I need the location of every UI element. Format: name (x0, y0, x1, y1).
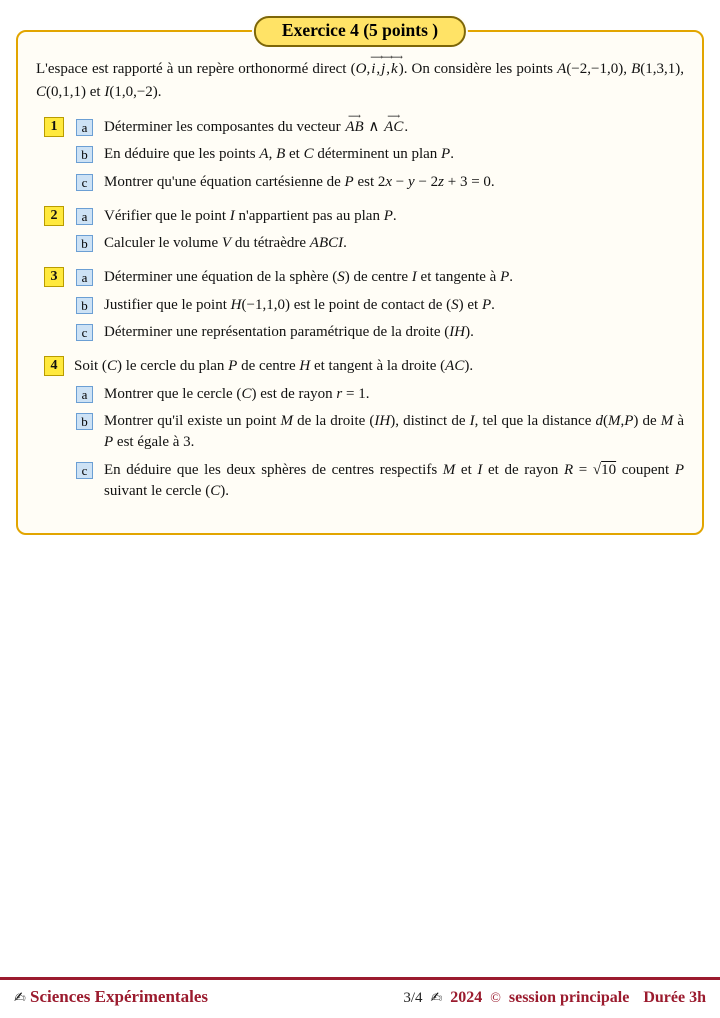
part-text: Déterminer une représentation paramétrique de la droite (IH). (104, 324, 474, 341)
question-part (30, 411, 690, 454)
part-letter-badge: a (76, 119, 93, 136)
question-1 (30, 117, 690, 193)
part-letter-badge: b (76, 413, 93, 430)
question-part (30, 295, 690, 316)
part-text: Vérifier que le point I n'appartient pas au plan P. (104, 207, 397, 224)
footer-center (403, 989, 629, 1007)
exercise-box (16, 20, 704, 535)
part-letter-badge: c (76, 324, 93, 341)
footer-session: session principale (508, 989, 630, 1006)
question-part (30, 267, 690, 288)
part-letter-badge: c (76, 462, 93, 479)
part-text: Déterminer les composantes du vecteur ⟶ AB ∧ ⟶ AC. (104, 117, 690, 138)
pen-icon: ✍ (430, 990, 443, 1006)
part-text: Montrer que le cercle (C) est de rayon r = 1. (104, 385, 370, 402)
number-spacer (44, 460, 64, 480)
part-text: Montrer qu'une équation cartésienne de P est 2x − y − 2z + 3 = 0. (104, 173, 495, 190)
part-letter-badge: b (76, 297, 93, 314)
question-part (30, 233, 690, 254)
part-letter-badge: a (76, 269, 93, 286)
part-letter-badge: a (76, 386, 93, 403)
exercise-title: Exercice 4 (5 points ) (254, 16, 466, 47)
part-text: En déduire que les points A, B et C déterminent un plan P. (104, 146, 454, 163)
number-spacer (44, 384, 64, 404)
page-number: 3/4 (403, 990, 423, 1006)
question-3 (30, 267, 690, 343)
exercise-intro: L'espace est rapporté à un repère orthonormé direct (O,⟶ i,⟶ j,⟶ k). On considère les points A(−2,−1,0), B(1,3,1), C(0,1,1) et I(1,0,−2). (36, 58, 684, 103)
number-spacer (44, 322, 64, 342)
number-spacer (44, 144, 64, 164)
pen-icon: ✍ (14, 990, 26, 1006)
question-number-badge: 3 (44, 267, 64, 287)
number-spacer (44, 233, 64, 253)
question-lead-text: Soit (C) le cercle du plan P de centre H et tangent à la droite (AC). (74, 358, 474, 375)
question-lead (30, 356, 690, 377)
number-spacer (44, 411, 64, 431)
question-part (30, 144, 690, 165)
question-part (30, 117, 690, 138)
part-letter-badge: a (76, 208, 93, 225)
number-spacer (44, 295, 64, 315)
part-text: Montrer qu'il existe un point M de la droite (IH), distinct de I, tel que la distance d(M,P) de M à P est égale à 3. (104, 412, 685, 451)
number-spacer (44, 172, 64, 192)
question-part (30, 384, 690, 405)
copyright-icon: © (490, 991, 501, 1006)
part-text: Justifier que le point H(−1,1,0) est le point de contact de (S) et P. (104, 296, 495, 313)
footer-duration: Durée 3h (643, 989, 706, 1006)
question-part (30, 460, 690, 503)
question-number-badge: 1 (44, 117, 64, 137)
footer-section-label (14, 987, 208, 1007)
part-letter-badge: c (76, 174, 93, 191)
part-text: Calculer le volume V du tétraèdre ABCI. (104, 235, 347, 252)
question-number-badge: 4 (44, 356, 64, 376)
question-part (30, 206, 690, 227)
part-text: Déterminer une équation de la sphère (S) de centre I et tangente à P. (104, 269, 513, 286)
footer (0, 977, 720, 1018)
footer-row (0, 980, 720, 1007)
footer-year: 2024 (450, 989, 483, 1006)
part-text: En déduire que les deux sphères de centres respectifs M et I et de rayon R = √10 coupent P suivant le cercle (C). (104, 461, 685, 499)
footer-section-text: Sciences Expérimentales (29, 987, 208, 1006)
question-part (30, 322, 690, 343)
part-letter-badge: b (76, 235, 93, 252)
question-part (30, 172, 690, 193)
part-letter-badge: b (76, 146, 93, 163)
question-2 (30, 206, 690, 255)
question-number-badge: 2 (44, 206, 64, 226)
question-4 (30, 356, 690, 502)
